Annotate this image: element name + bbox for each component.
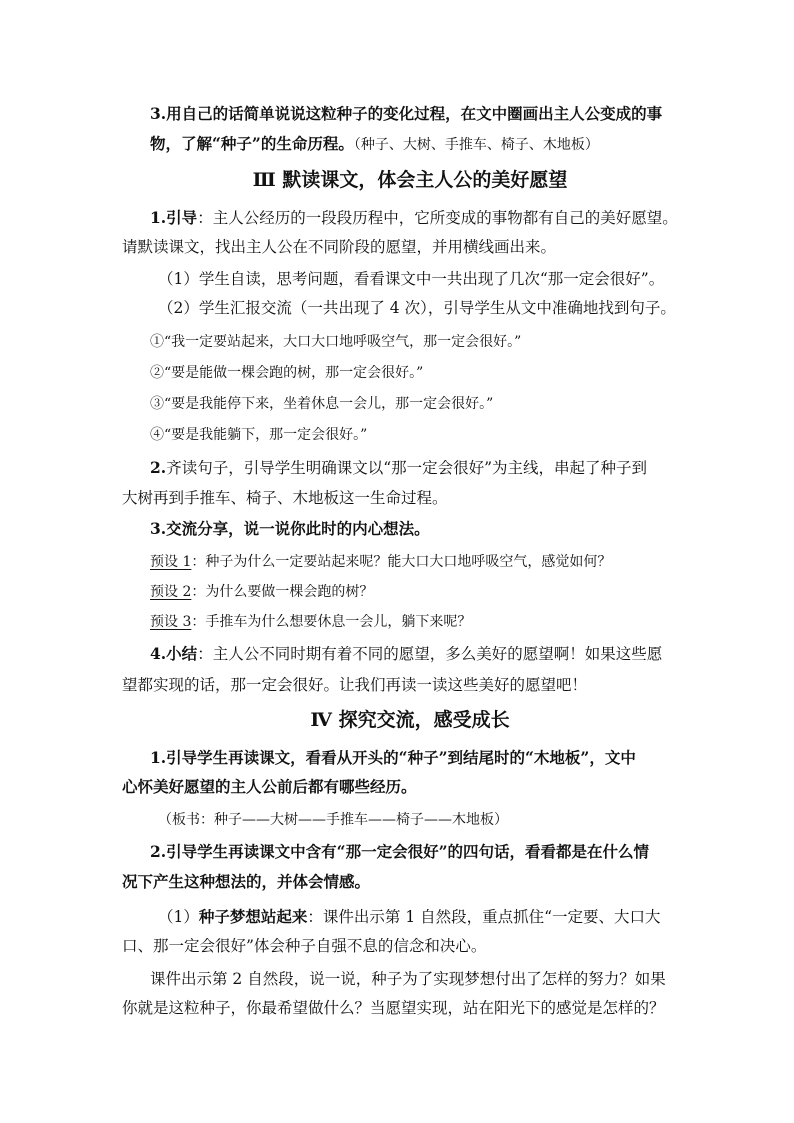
- explore1-line1: 1.引导学生再读课文，看看从开头的“种子”到结尾时的“木地板”，文中: [150, 748, 636, 767]
- section3-line1: 3.用自己的话简单说说这粒种子的变化过程，在文中圈画出主人公变成的事: [150, 104, 663, 123]
- para3-heading: 3.交流分享，说一说你此时的内心想法。: [150, 519, 430, 538]
- preset-2: [150, 582, 650, 602]
- para2-text: 齐读句子，引导学生明确课文以“那一定会很好”为主线，串起了种子到: [166, 459, 648, 477]
- section3-line2-bold: 物，了解“种子”的生命历程。: [150, 134, 354, 153]
- summary-text: ：主人公不同时期有着不同的愿望，多么美好的愿望啊！如果这些愿: [197, 645, 663, 663]
- preset-3-label: 预设 3: [150, 614, 192, 630]
- quote-2: ②“要是能做一棵会跑的树，那一定会很好。”: [150, 365, 424, 381]
- last-para-line2: 你就是这粒种子，你最希望做什么？当愿望实现，站在阳光下的感觉是怎样的？: [122, 999, 665, 1017]
- heading-iv: Ⅳ 探究交流，感受成长: [310, 709, 510, 731]
- preset-1: [150, 552, 650, 572]
- section3-line2: [150, 134, 650, 155]
- quote-1: ①“我一定要站起来，大口大口地呼吸空气，那一定会很好。”: [150, 334, 522, 350]
- board-note: （板书：种子——大树——手推车——椅子——木地板）: [158, 812, 508, 828]
- para2-line1: [150, 458, 650, 478]
- heading-iii: Ⅲ 默读课文，体会主人公的美好愿望: [252, 169, 568, 191]
- subpoint-3-text: ：课件出示第 1 自然段，重点抓住“一定要、大口大: [307, 908, 661, 926]
- summary-line1: [150, 644, 663, 664]
- subpoint-2: （2）学生汇报交流（一共出现了 4 次），引导学生从文中准确地找到句子。: [158, 299, 676, 317]
- quote-3: ③“要是我能停下来，坐着休息一会儿，那一定会很好。”: [150, 396, 494, 412]
- quote-4: ④“要是我能躺下，那一定会很好。”: [150, 427, 368, 443]
- guide1-line2: 请默读课文，找出主人公在不同阶段的愿望，并用横线画出来。: [122, 238, 557, 256]
- preset-3: [150, 612, 650, 632]
- summary-line2: 望都实现的话，那一定会很好。让我们再读一读这些美好的愿望吧！: [122, 676, 588, 694]
- preset-1-label: 预设 1: [150, 554, 192, 570]
- explore2-line2: 况下产生这种想法的，并体会情感。: [122, 872, 371, 891]
- preset-3-text: ：手推车为什么想要休息一会儿，躺下来呢？: [191, 614, 472, 630]
- guide1-text: ：主人公经历的一段段历程中，它所变成的事物都有自己的美好愿望。: [197, 209, 678, 227]
- explore1-line2: 心怀美好愿望的主人公前后都有哪些经历。: [122, 777, 417, 796]
- last-para-line1: 课件出示第 2 自然段，说一说，种子为了实现梦想付出了怎样的努力？如果: [150, 970, 666, 988]
- explore2-line1: 2.引导学生再读课文中含有“那一定会很好”的四句话，看看都是在什么情: [150, 842, 650, 861]
- preset-2-label: 预设 2: [150, 584, 192, 600]
- subpoint-3-bold: 种子梦想站起来: [198, 907, 308, 926]
- subpoint-3-line2: 口、那一定会很好”体会种子自强不息的信念和决心。: [122, 937, 487, 955]
- summary-label: 4.小结: [150, 644, 198, 663]
- subpoint-3-line1: [158, 907, 661, 927]
- guide1-label: 1.引导: [150, 208, 198, 227]
- subpoint-1: （1）学生自读，思考问题，看看课文中一共出现了几次“那一定会很好”。: [158, 270, 665, 288]
- para2-line2: 大树再到手推车、椅子、木地板这一生命过程。: [122, 489, 448, 507]
- para2-num: 2.: [150, 458, 167, 477]
- section3-line2-note: （种子、大树、手推车、椅子、木地板）: [353, 137, 599, 153]
- guide1-line1: [150, 208, 678, 228]
- subpoint-3-num: （1）: [158, 908, 199, 926]
- preset-2-text: ：为什么要做一棵会跑的树？: [191, 584, 374, 600]
- preset-1-text: ：种子为什么一定要站起来呢？能大口大口地呼吸空气，感觉如何？: [191, 554, 612, 570]
